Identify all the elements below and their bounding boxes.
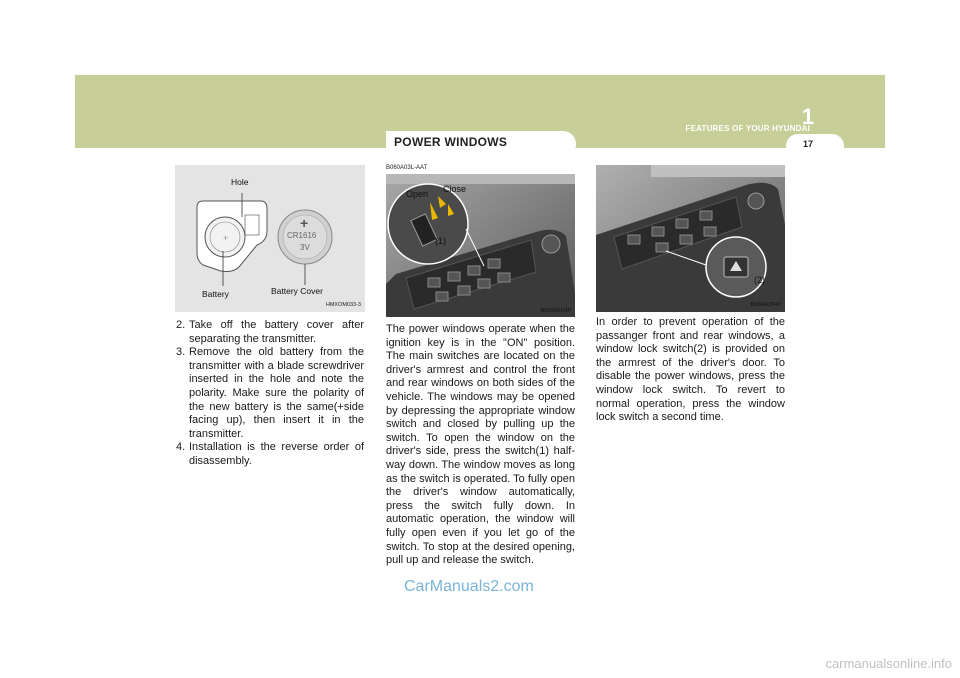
battery-cover-label: Battery Cover: [271, 286, 323, 296]
section-title: POWER WINDOWS: [394, 135, 508, 149]
power-windows-paragraph: The power windows operate when the ignition key is in the "ON" position. The main switches are located on the driver's armrest and control the front and rear windows on both sides of the vehicle. The windows may be opened by depressing the appropriate window switch and closed by pulling up the switch. To open the window on the driver's side, press the switch(1) half-way down. The window moves as long as the switch is operated. To fully open the driver's window automatically, press the switch fully down. In automatic operation, the window will fully open even if you let go of the switch. To stop at the desired opening, pull up and release the switch.: [386, 323, 575, 567]
lock-switch-photo: [596, 165, 785, 312]
chapter-number: 1: [801, 104, 815, 129]
lock-switch-figure: [596, 165, 785, 312]
figure-code: HMXOM033-3: [325, 302, 361, 308]
list-item: 3. Remove the old battery from the transmitter with a blade screwdriver inserted in the hole and note the polarity. Make sure the polarity of the new battery is the same(+side facing up), then insert it in the transmitter.: [176, 346, 364, 440]
figure-code: B060A02HP: [750, 302, 781, 308]
reference-code: B060A03L-AAT: [386, 165, 428, 171]
coin-voltage: 3V: [300, 243, 310, 252]
switch-2-label: (2): [754, 275, 765, 285]
hole-label: Hole: [231, 177, 249, 187]
open-label: Open: [406, 189, 429, 199]
figure-code: B060A01HP: [540, 308, 571, 314]
window-lock-paragraph: In order to prevent operation of the passanger front and rear windows, a window lock switch(2) is provided on the armrest of the driver's door. To disable the power windows, press the window lock switch. To revert to normal operation, press the window lock switch a second time.: [596, 316, 785, 424]
coin-text: CR1616: [287, 231, 317, 240]
chapter-title: FEATURES OF YOUR HYUNDAI: [685, 124, 810, 133]
coin-plus: +: [300, 215, 309, 231]
steps-list: [176, 319, 364, 469]
page-number: 17: [802, 139, 813, 149]
watermark: CarManuals2.com: [404, 578, 534, 595]
list-item: 4. Installation is the reverse order of disassembly.: [176, 441, 364, 467]
list-item: 2. Take off the battery cover after separating the transmitter.: [176, 319, 364, 345]
battery-label: Battery: [202, 289, 229, 299]
switch-1-label: (1): [435, 236, 446, 246]
footer-site: carmanualsonline.info: [825, 656, 952, 671]
svg-text:+: +: [223, 233, 229, 243]
switch-panel-figure: [386, 174, 575, 317]
battery-figure: [175, 165, 365, 312]
close-label: Close: [443, 184, 467, 194]
